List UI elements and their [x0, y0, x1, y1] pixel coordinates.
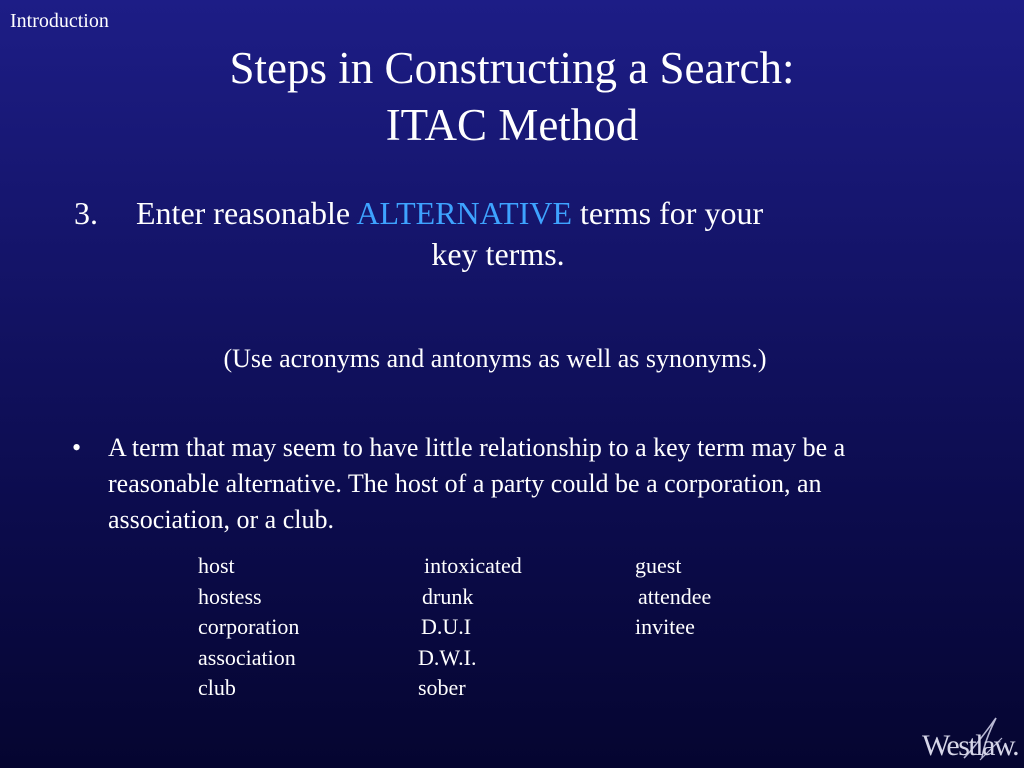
- step-item: [70, 193, 960, 275]
- westlaw-logo: [918, 712, 1022, 768]
- term-item: D.W.I.: [418, 644, 477, 670]
- bullet-text: A term that may seem to have little relationship to a key term may be a reasonable alternative. The host of a party could be a corporation, an association, or a club.: [108, 433, 846, 534]
- term-item: association: [198, 644, 296, 670]
- term-item: corporation: [198, 614, 300, 639]
- term-item: intoxicated: [424, 553, 522, 578]
- term-item: drunk: [422, 583, 474, 609]
- term-item: invitee: [635, 614, 695, 639]
- note-text: (Use acronyms and antonyms as well as synonyms.): [223, 344, 767, 373]
- slide-title-line-2: ITAC Method: [385, 100, 639, 150]
- term-item: host: [198, 553, 235, 578]
- step-highlight: ALTERNATIVE: [356, 195, 573, 231]
- term-column-3: [0, 551, 711, 643]
- step-text-after: terms for your: [572, 195, 764, 231]
- slide-title: [0, 40, 1024, 154]
- section-label: Introduction: [10, 10, 109, 32]
- term-item: guest: [635, 553, 682, 578]
- step-number: 3.: [74, 195, 98, 231]
- term-item: club: [198, 675, 236, 700]
- step-text-before: Enter reasonable: [136, 195, 357, 231]
- logo-text: Westlaw.: [922, 729, 1019, 762]
- step-line-1: [70, 193, 960, 234]
- slide-title-line-1: Steps in Constructing a Search:: [229, 43, 795, 93]
- term-item: attendee: [638, 583, 712, 609]
- step-line-2: key terms.: [431, 236, 565, 272]
- term-item: sober: [418, 675, 466, 700]
- term-item: D.U.I: [421, 614, 472, 639]
- bullet-item: [68, 430, 928, 538]
- term-item: hostess: [198, 583, 262, 609]
- bullet-marker: •: [72, 433, 82, 462]
